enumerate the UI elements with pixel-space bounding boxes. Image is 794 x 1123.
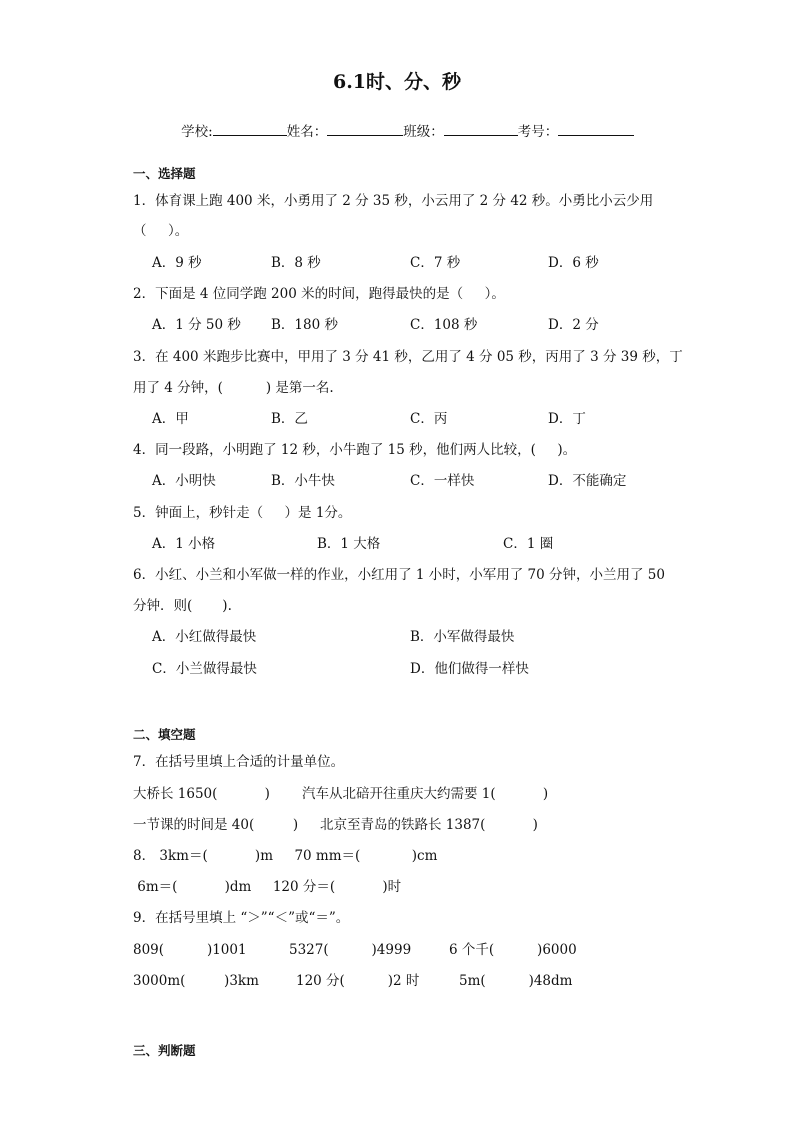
q2-option-d: D．2 分	[548, 317, 599, 333]
q1-option-a: A．9 秒	[152, 255, 202, 271]
q2-option-a: A．1 分 50 秒	[152, 317, 241, 333]
q3-option-d: D．丁	[548, 411, 586, 427]
class-label: 班级：	[403, 124, 444, 140]
question-1-text: 1．体育课上跑 400 米，小勇用了 2 分 35 秒，小云用了 2 分 42 秒。小勇比小云少用	[133, 193, 654, 209]
name-label: 姓名：	[286, 124, 328, 140]
q1-option-d: D．6 秒	[548, 255, 599, 271]
school-blank	[213, 121, 287, 136]
q3-option-c: C．丙	[410, 411, 448, 427]
page-title: 6.1时、分、秒	[332, 71, 462, 93]
name-blank	[327, 121, 403, 136]
question-4-text: 4．同一段路，小明跑了 12 秒，小牛跑了 15 秒，他们两人比较，( )。	[133, 442, 577, 458]
student-info-line	[164, 103, 634, 159]
question-9-text: 9．在括号里填上 “＞”“＜”或“＝”。	[133, 910, 350, 926]
question-3-text: 3．在 400 米跑步比赛中，甲用了 3 分 41 秒，乙用了 4 分 05 秒，丙用了 3 分 39 秒，丁	[133, 349, 683, 365]
q3-option-a: A．甲	[152, 411, 189, 427]
q6-option-b: B．小军做得最快	[410, 629, 515, 645]
q9-item-6: 5m( )48dm	[459, 973, 573, 989]
q5-option-a: A．1 小格	[152, 536, 216, 552]
q7-item-railway: 北京至青岛的铁路长 1387( )	[320, 817, 538, 833]
exam-no-blank	[558, 121, 634, 136]
q4-option-b: B．小牛快	[271, 473, 335, 489]
q9-item-5: 120 分( )2 时	[296, 973, 420, 989]
question-3-text-cont: 用了 4 分钟，( ) 是第一名.	[133, 380, 334, 396]
q1-option-b: B．8 秒	[271, 255, 321, 271]
q1-option-c: C．7 秒	[410, 255, 461, 271]
q2-option-c: C．108 秒	[410, 317, 478, 333]
q9-item-2: 5327( )4999	[289, 942, 412, 958]
q7-item-car: 汽车从北碚开往重庆大约需要 1( )	[302, 786, 549, 802]
q4-option-c: C．一样快	[410, 473, 475, 489]
q3-option-b: B．乙	[271, 411, 308, 427]
q6-option-d: D．他们做得一样快	[410, 661, 529, 677]
question-5-text: 5．钟面上，秒针走（ ）是 1分。	[133, 505, 352, 521]
section-heading-fill: 二、填空题	[133, 727, 196, 742]
q4-option-a: A．小明快	[152, 473, 216, 489]
question-6-text-cont: 分钟．则( ).	[133, 598, 232, 614]
question-7-text: 7．在括号里填上合适的计量单位。	[133, 754, 345, 770]
q2-option-b: B．180 秒	[271, 317, 338, 333]
q7-item-bridge: 大桥长 1650( )	[133, 786, 270, 802]
question-6-text: 6．小红、小兰和小军做一样的作业，小红用了 1 小时，小军用了 70 分钟，小兰用了 50	[133, 567, 665, 583]
q5-option-b: B．1 大格	[317, 536, 381, 552]
question-2-text: 2．下面是 4 位同学跑 200 米的时间，跑得最快的是（ ）。	[133, 286, 505, 302]
q6-option-a: A．小红做得最快	[152, 629, 257, 645]
q6-option-c: C．小兰做得最快	[152, 661, 257, 677]
q7-item-class: 一节课的时间是 40( )	[133, 817, 299, 833]
question-1-text-cont: （ ）。	[133, 223, 189, 239]
q9-item-4: 3000m( )3km	[133, 973, 259, 989]
q5-option-c: C．1 圈	[503, 536, 554, 552]
section-heading-choice: 一、选择题	[133, 166, 196, 181]
class-blank	[444, 121, 518, 136]
question-8-line-1: 8． 3km＝( )m 70 mm＝( )cm	[133, 848, 438, 864]
q4-option-d: D．不能确定	[548, 473, 627, 489]
school-label: 学校:	[181, 124, 213, 140]
q9-item-1: 809( )1001	[133, 942, 247, 958]
q9-item-3: 6 个千( )6000	[449, 942, 577, 958]
section-heading-judge: 三、判断题	[133, 1043, 196, 1058]
exam-no-label: 考号：	[517, 124, 559, 140]
question-8-line-2: 6m＝( )dm 120 分＝( )时	[133, 879, 402, 895]
